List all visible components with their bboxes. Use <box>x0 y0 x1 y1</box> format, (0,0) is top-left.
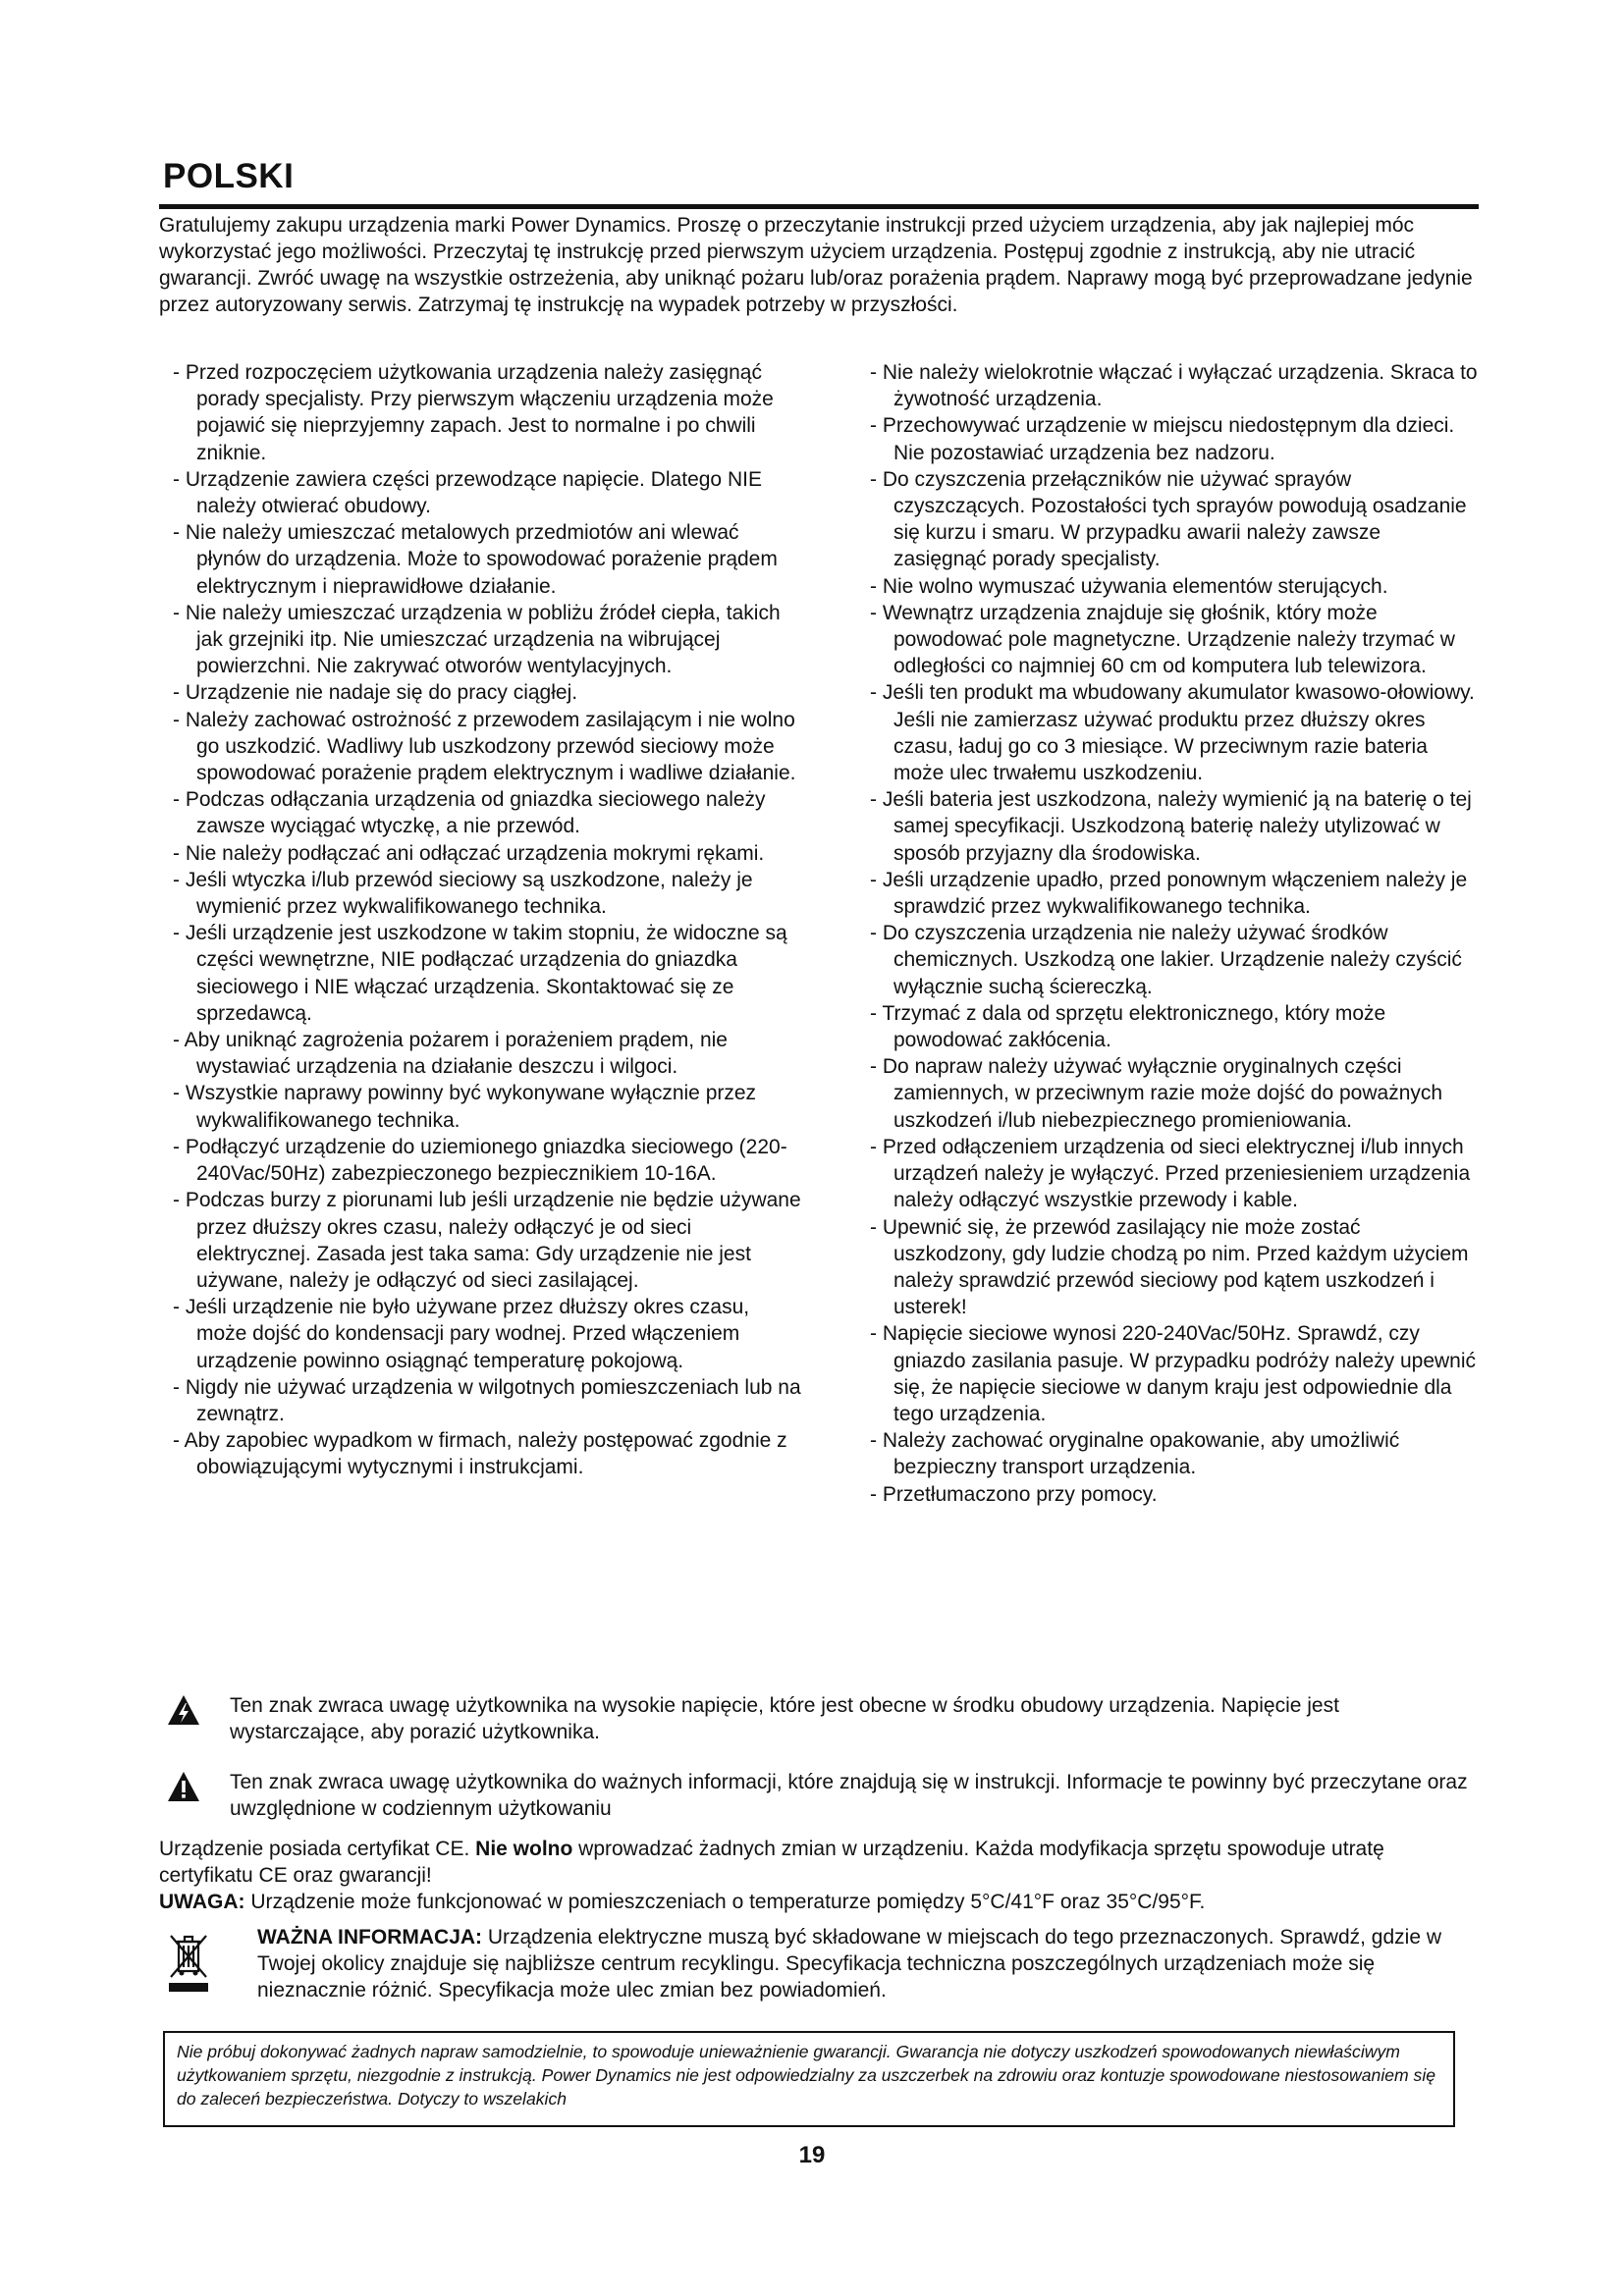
list-item: - Do napraw należy używać wyłącznie oryginalnych części zamiennych, w przeciwnym razie może dojść do poważnych uszkodzeń i/lub niebezpiecznego promieniowania. <box>870 1055 1443 1132</box>
crossed-bin-icon <box>167 1932 210 1993</box>
list-item: - Aby zapobiec wypadkom w firmach, należy postępować zgodnie z obowiązującymi wytycznymi i instrukcjami. <box>173 1429 787 1479</box>
list-item: - Przetłumaczono przy pomocy. <box>870 1482 1158 1506</box>
warranty-disclaimer: Nie próbuj dokonywać żadnych napraw samodzielnie, to spowoduje unieważnienie gwarancji. Gwarancja nie dotyczy uszkodzeń spowodowanych niewłaściwym użytkowaniem sprzętu, niezgodnie z instrukcją. Power Dynamics nie jest odpowiedzialny za uszczerbek na zdrowiu oraz kontuzje spowodowane niestosowaniem się do zaleceń bezpieczeństwa. Dotyczy to wszelakich <box>163 2031 1455 2127</box>
list-item: - Aby uniknąć zagrożenia pożarem i porażeniem prądem, nie wystawiać urządzenia na działanie deszczu i wilgoci. <box>173 1029 728 1079</box>
list-item: - Podczas odłączania urządzenia od gniazdka sieciowego należy zawsze wyciągać wtyczkę, a nie przewód. <box>173 788 766 838</box>
uwaga-label: UWAGA: <box>159 1891 245 1913</box>
list-item: - Nie należy podłączać ani odłączać urządzenia mokrymi rękami. <box>173 841 765 865</box>
list-item: - Jeśli urządzenie upadło, przed ponownym włączeniem należy je sprawdzić przez wykwalifikowanego technika. <box>870 868 1468 919</box>
safety-list-right <box>870 359 1479 1508</box>
list-item: - Nie należy wielokrotnie włączać i wyłączać urządzenia. Skraca to żywotność urządzenia. <box>870 361 1478 411</box>
list-item: - Nie wolno wymuszać używania elementów sterujących. <box>870 574 1388 598</box>
list-item: - Nie należy umieszczać metalowych przedmiotów ani wlewać płynów do urządzenia. Może to spowodować porażenie prądem elektrycznym i nieprawidłowe działanie. <box>173 521 778 598</box>
heading-rule <box>159 204 1479 209</box>
weee-text <box>257 1924 1475 2003</box>
page-number: 19 <box>798 2142 826 2168</box>
list-item: - Podczas burzy z piorunami lub jeśli urządzenie nie będzie używane przez dłuższy okres czasu, należy odłączyć je od sieci elektrycznej. Zasada jest taka sama: Gdy urządzenie nie jest używane, należy je odłączyć od sieci zasilającej. <box>173 1189 801 1292</box>
list-item: - Przed odłączeniem urządzenia od sieci elektrycznej i/lub innych urządzeń należy je wyłączyć. Przed przeniesieniem urządzenia należy odłączyć wszystkie przewody i kable. <box>870 1135 1471 1212</box>
ce-notice <box>159 1836 1479 1915</box>
list-item: - Przechowywać urządzenie w miejscu niedostępnym dla dzieci. Nie pozostawiać urządzenia bez nadzoru. <box>870 414 1455 464</box>
list-item: - Jeśli ten produkt ma wbudowany akumulator kwasowo-ołowiowy. Jeśli nie zamierzasz używać produktu przez dłuższy okres czasu, ładuj go co 3 miesiące. W przeciwnym razie bateria może ulec trwałemu uszkodzeniu. <box>870 681 1475 785</box>
list-item: - Należy zachować ostrożność z przewodem zasilającym i nie wolno go uszkodzić. Wadliwy lub uszkodzony przewód sieciowy może spowodować porażenie prądem elektrycznym i wadliwe działanie. <box>173 708 796 785</box>
list-item: - Do czyszczenia przełączników nie używać sprayów czyszczących. Pozostałości tych sprayów powodują osadzanie się kurzu i smaru. W przypadku awarii należy zawsze zasięgnąć porady specjalisty. <box>870 467 1467 571</box>
list-item: - Urządzenie zawiera części przewodzące napięcie. Dlatego NIE należy otwierać obudowy. <box>173 467 762 518</box>
list-item: - Trzymać z dala od sprzętu elektronicznego, który może powodować zakłócenia. <box>870 1001 1386 1052</box>
list-item: - Napięcie sieciowe wynosi 220-240Vac/50Hz. Sprawdź, czy gniazdo zasilania pasuje. W przypadku podróży należy upewnić się, że napięcie sieciowe w danym kraju jest odpowiednie dla tego urządzenia. <box>870 1322 1477 1425</box>
weee-notice <box>159 1924 1479 2012</box>
list-item: - Nigdy nie używać urządzenia w wilgotnych pomieszczeniach lub na zewnątrz. <box>173 1375 801 1425</box>
lightning-warning-icon <box>167 1694 200 1726</box>
list-item: - Wewnątrz urządzenia znajduje się głośnik, który może powodować pole magnetyczne. Urządzenie należy trzymać w odległości co najmniej 60 cm od komputera lub telewizora. <box>870 601 1455 678</box>
list-item: - Jeśli wtyczka i/lub przewód sieciowy są uszkodzone, należy je wymienić przez wykwalifikowanego technika. <box>173 868 753 919</box>
page-heading: POLSKI <box>163 157 295 195</box>
list-item: - Jeśli bateria jest uszkodzona, należy wymienić ją na baterię o tej samej specyfikacji. Uszkodzoną baterię należy utylizować w sposób przyjazny dla środowiska. <box>870 788 1472 865</box>
list-item: - Podłączyć urządzenie do uziemionego gniazdka sieciowego (220-240Vac/50Hz) zabezpieczonego bezpiecznikiem 10-16A. <box>173 1135 787 1186</box>
list-item: - Upewnić się, że przewód zasilający nie może zostać uszkodzony, gdy ludzie chodzą po nim. Przed każdym użyciem należy sprawdzić przewód sieciowy pod kątem uszkodzeń i usterek! <box>870 1215 1469 1319</box>
list-item: - Do czyszczenia urządzenia nie należy używać środków chemicznych. Uszkodzą one lakier. Urządzenie należy czyścić wyłącznie suchą ściereczką. <box>870 922 1462 998</box>
ce-text: Urządzenie posiada certyfikat CE. <box>159 1838 476 1860</box>
voltage-warning-text: Ten znak zwraca uwagę użytkownika na wysokie napięcie, które jest obecne w środku obudowy urządzenia. Napięcie jest wystarczające, aby porazić użytkownika. <box>230 1694 1339 1743</box>
exclamation-warning-icon <box>167 1771 200 1802</box>
list-item: - Należy zachować oryginalne opakowanie, aby umożliwić bezpieczny transport urządzenia. <box>870 1429 1400 1479</box>
ce-text-continued: wprowadzać żadnych zmian w urządzeniu. Każda modyfikacja sprzętu spowoduje utratę certyfikatu CE oraz gwarancji! <box>159 1838 1384 1887</box>
list-item: - Jeśli urządzenie nie było używane przez dłuższy okres czasu, może dojść do kondensacji pary wodnej. Przed włączeniem urządzenie powinno osiągnąć temperaturę pokojową. <box>173 1296 750 1372</box>
list-item: - Wszystkie naprawy powinny być wykonywane wyłącznie przez wykwalifikowanego technika. <box>173 1082 757 1132</box>
weee-label: WAŻNA INFORMACJA: <box>257 1926 483 1949</box>
intro-paragraph: Gratulujemy zakupu urządzenia marki Power Dynamics. Proszę o przeczytanie instrukcji przed użyciem urządzenia, aby jak najlepiej móc wykorzystać jego możliwości. Przeczytaj tę instrukcję przed pierwszym użyciem urządzenia. Postępuj zgodnie z instrukcją, aby nie utracić gwarancji. Zwróć uwagę na wszystkie ostrzeżenia, aby uniknąć pożaru lub/oraz porażenia prądem. Naprawy mogą być przeprowadzane jedynie przez autoryzowany serwis. Zatrzymaj tę instrukcję na wypadek potrzeby w przyszłości. <box>159 214 1473 316</box>
list-item: - Urządzenie nie nadaje się do pracy ciągłej. <box>173 681 578 705</box>
weee-body: Urządzenia elektryczne muszą być składowane w miejscach do tego przeznaczonych. Sprawdź, gdzie w Twojej okolicy znajduje się najbliższe centrum recyklingu. Specyfikacja techniczna poszczególnych urządzeniach może się nieznacznie różnić. Specyfikacja może ulec zmian bez powiadomień. <box>257 1926 1441 2002</box>
ce-bold-text: Nie wolno <box>475 1838 573 1860</box>
list-item: - Jeśli urządzenie jest uszkodzone w takim stopniu, że widoczne są części wewnętrzne, NIE podłączać urządzenia do gniazdka sieciowego i NIE włączać urządzenia. Skontaktować się ze sprzedawcą. <box>173 922 787 1025</box>
list-item: - Nie należy umieszczać urządzenia w pobliżu źródeł ciepła, takich jak grzejniki itp. Nie umieszczać urządzenia na wibrującej powierzchni. Nie zakrywać otworów wentylacyjnych. <box>173 601 781 678</box>
safety-list-left <box>173 359 801 1481</box>
list-item: - Przed rozpoczęciem użytkowania urządzenia należy zasięgnąć porady specjalisty. Przy pierwszym włączeniu urządzenia może pojawić się nieprzyjemny zapach. Jest to normalne i po chwili zniknie. <box>173 361 774 464</box>
info-warning-text: Ten znak zwraca uwagę użytkownika do ważnych informacji, które znajdują się w instrukcji. Informacje te powinny być przeczytane oraz uwzględnione w codziennym użytkowaniu <box>230 1771 1468 1820</box>
uwaga-text: Urządzenie może funkcjonować w pomieszczeniach o temperaturze pomiędzy 5°C/41°F oraz 35°C/95°F. <box>244 1891 1206 1913</box>
